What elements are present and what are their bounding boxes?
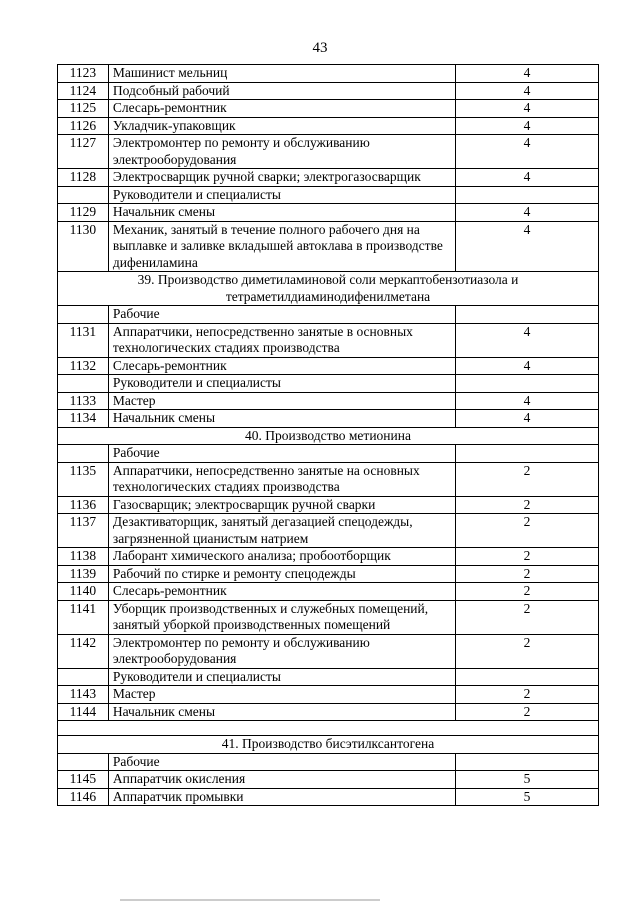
row-number	[58, 753, 109, 771]
section-row	[58, 272, 599, 306]
row-value: 4	[456, 169, 599, 187]
row-value	[456, 668, 599, 686]
row-number: 1142	[58, 634, 109, 668]
table-row	[58, 135, 599, 169]
row-value: 2	[456, 565, 599, 583]
position-name: Мастер	[108, 392, 455, 410]
position-name: Механик, занятый в течение полного рабочего дня на выплавке и заливке вкладышей автоклава в производстве дифениламина	[108, 221, 455, 272]
group-label: Руководители и специалисты	[108, 375, 455, 393]
row-value	[456, 186, 599, 204]
position-name: Слесарь-ремонтник	[108, 583, 455, 601]
positions-table	[57, 64, 599, 806]
row-value: 4	[456, 82, 599, 100]
table-row	[58, 583, 599, 601]
row-value: 4	[456, 117, 599, 135]
positions-table-body	[58, 65, 599, 806]
position-name: Лаборант химического анализа; пробоотборщик	[108, 548, 455, 566]
row-number: 1127	[58, 135, 109, 169]
position-name: Подсобный рабочий	[108, 82, 455, 100]
row-number	[58, 186, 109, 204]
position-name: Дезактиваторщик, занятый дегазацией спецодежды, загрязненной цианистым натрием	[108, 514, 455, 548]
group-row	[58, 668, 599, 686]
position-name: Рабочий по стирке и ремонту спецодежды	[108, 565, 455, 583]
row-value: 2	[456, 583, 599, 601]
section-title: 40. Производство метионина	[58, 427, 599, 445]
row-value: 4	[456, 65, 599, 83]
position-name: Мастер	[108, 686, 455, 704]
row-value: 2	[456, 462, 599, 496]
table-row	[58, 392, 599, 410]
row-value: 4	[456, 221, 599, 272]
row-number: 1126	[58, 117, 109, 135]
row-number: 1125	[58, 100, 109, 118]
row-number: 1146	[58, 788, 109, 806]
row-value: 2	[456, 514, 599, 548]
position-name: Укладчик-упаковщик	[108, 117, 455, 135]
row-number: 1144	[58, 703, 109, 721]
section-title: 41. Производство бисэтилксантогена	[58, 736, 599, 754]
group-row	[58, 445, 599, 463]
group-row	[58, 375, 599, 393]
row-value: 2	[456, 703, 599, 721]
row-number	[58, 668, 109, 686]
position-name: Начальник смены	[108, 703, 455, 721]
position-name: Слесарь-ремонтник	[108, 100, 455, 118]
row-value: 5	[456, 788, 599, 806]
row-number: 1133	[58, 392, 109, 410]
row-value	[456, 753, 599, 771]
row-value: 4	[456, 323, 599, 357]
group-label: Рабочие	[108, 445, 455, 463]
row-value: 2	[456, 496, 599, 514]
row-value	[456, 445, 599, 463]
position-name: Аппаратчик окисления	[108, 771, 455, 789]
row-number	[58, 306, 109, 324]
row-number: 1124	[58, 82, 109, 100]
table-row	[58, 771, 599, 789]
table-row	[58, 100, 599, 118]
row-number: 1123	[58, 65, 109, 83]
row-number: 1143	[58, 686, 109, 704]
table-row	[58, 117, 599, 135]
group-label: Рабочие	[108, 753, 455, 771]
section-row	[58, 427, 599, 445]
position-name: Аппаратчики, непосредственно занятые на основных технологических стадиях производства	[108, 462, 455, 496]
table-row	[58, 204, 599, 222]
position-name: Электромонтер по ремонту и обслуживанию электрооборудования	[108, 634, 455, 668]
group-row	[58, 306, 599, 324]
row-value: 4	[456, 100, 599, 118]
section-row	[58, 736, 599, 754]
group-label: Рабочие	[108, 306, 455, 324]
spacer-row	[58, 721, 599, 736]
row-number: 1131	[58, 323, 109, 357]
row-value	[456, 375, 599, 393]
row-number	[58, 445, 109, 463]
position-name: Аппаратчик промывки	[108, 788, 455, 806]
position-name: Уборщик производственных и служебных помещений, занятый уборкой производственных помещений	[108, 600, 455, 634]
row-number: 1129	[58, 204, 109, 222]
row-number: 1128	[58, 169, 109, 187]
table-row	[58, 686, 599, 704]
table-row	[58, 357, 599, 375]
table-row	[58, 514, 599, 548]
table-row	[58, 410, 599, 428]
row-value: 2	[456, 686, 599, 704]
position-name: Машинист мельниц	[108, 65, 455, 83]
row-number: 1138	[58, 548, 109, 566]
group-label: Руководители и специалисты	[108, 668, 455, 686]
row-value: 4	[456, 357, 599, 375]
position-name: Слесарь-ремонтник	[108, 357, 455, 375]
page-number: 43	[312, 40, 328, 56]
row-value: 2	[456, 634, 599, 668]
table-row	[58, 169, 599, 187]
table-row	[58, 703, 599, 721]
row-value: 4	[456, 204, 599, 222]
group-label: Руководители и специалисты	[108, 186, 455, 204]
row-number: 1130	[58, 221, 109, 272]
scan-edge-mark	[120, 899, 380, 901]
row-value: 4	[456, 135, 599, 169]
row-number: 1137	[58, 514, 109, 548]
table-row	[58, 565, 599, 583]
row-value: 2	[456, 600, 599, 634]
row-number: 1141	[58, 600, 109, 634]
row-number: 1132	[58, 357, 109, 375]
position-name: Электромонтер по ремонту и обслуживанию электрооборудования	[108, 135, 455, 169]
position-name: Электросварщик ручной сварки; электрогазосварщик	[108, 169, 455, 187]
section-title: 39. Производство диметиламиновой соли меркаптобензотиазола и тетраметилдиаминодифенилметана	[58, 272, 599, 306]
position-name: Начальник смены	[108, 410, 455, 428]
group-row	[58, 186, 599, 204]
table-row	[58, 221, 599, 272]
position-name: Начальник смены	[108, 204, 455, 222]
table-row	[58, 462, 599, 496]
table-row	[58, 323, 599, 357]
row-number	[58, 375, 109, 393]
position-name: Аппаратчики, непосредственно занятые в основных технологических стадиях производства	[108, 323, 455, 357]
row-value	[456, 306, 599, 324]
table-row	[58, 788, 599, 806]
table-row	[58, 548, 599, 566]
row-number: 1134	[58, 410, 109, 428]
position-name: Газосварщик; электросварщик ручной сварки	[108, 496, 455, 514]
table-row	[58, 65, 599, 83]
table-row	[58, 634, 599, 668]
table-row	[58, 496, 599, 514]
row-value: 2	[456, 548, 599, 566]
row-value: 4	[456, 392, 599, 410]
row-number: 1145	[58, 771, 109, 789]
table-row	[58, 600, 599, 634]
row-value: 4	[456, 410, 599, 428]
row-number: 1136	[58, 496, 109, 514]
row-number: 1139	[58, 565, 109, 583]
row-number: 1140	[58, 583, 109, 601]
spacer-cell	[58, 721, 599, 736]
table-row	[58, 82, 599, 100]
row-number: 1135	[58, 462, 109, 496]
group-row	[58, 753, 599, 771]
row-value: 5	[456, 771, 599, 789]
